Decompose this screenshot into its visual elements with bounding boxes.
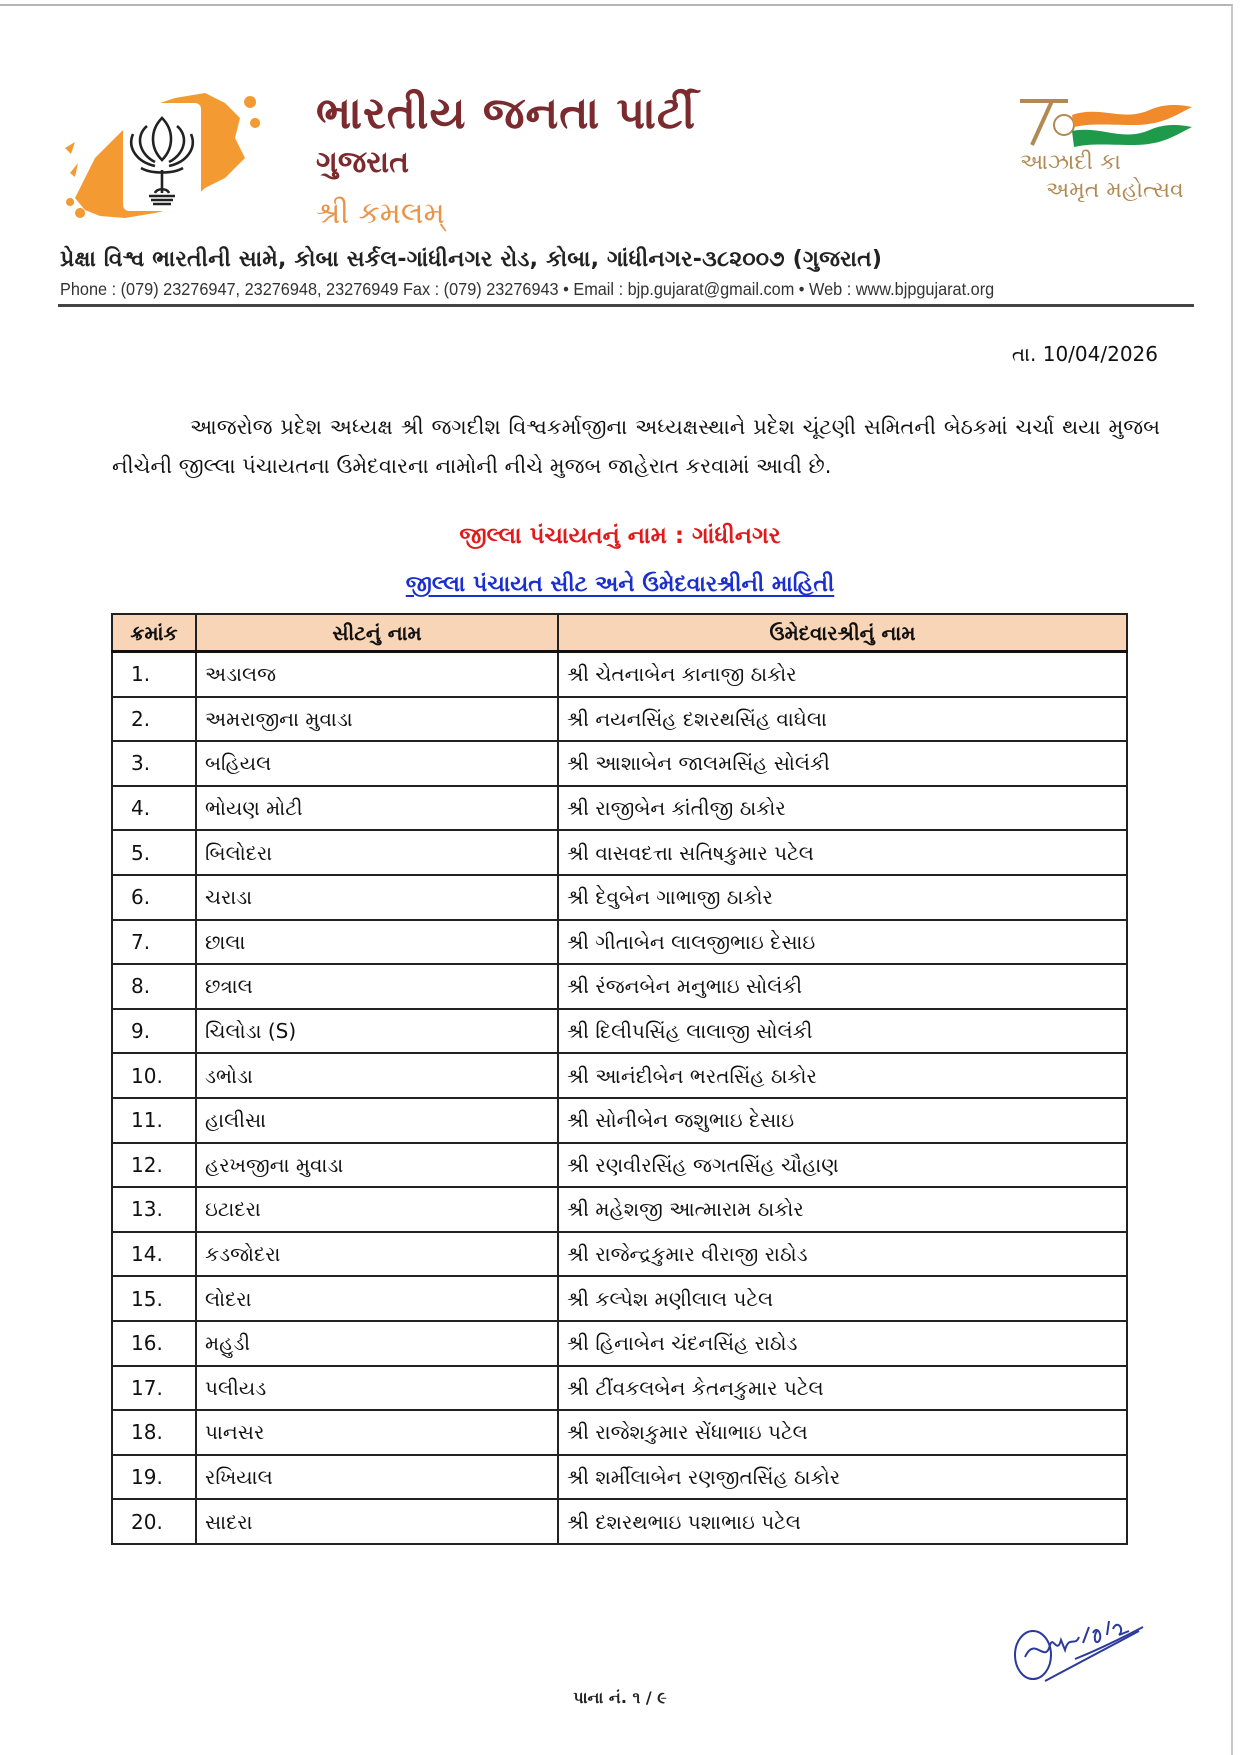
- column-header-seat: સીટનું નામ: [196, 614, 558, 652]
- org-name: ભારતીય જનતા પાર્ટી: [316, 88, 697, 139]
- serial-cell: 14.: [112, 1232, 196, 1277]
- candidate-cell: શ્રી ચેતનાબેન કાનાજી ઠાકોર: [558, 652, 1127, 697]
- section-subtitle: [0, 572, 1240, 597]
- table-row: [112, 920, 1127, 965]
- table-row: [112, 741, 1127, 786]
- page-number: પાના નં. ૧ / ૯: [573, 1688, 667, 1707]
- table-row: [112, 1321, 1127, 1366]
- candidate-cell: શ્રી દેવુબેન ગાભાજી ઠાકોર: [558, 875, 1127, 920]
- table-row: [112, 1366, 1127, 1411]
- table-header-row: [112, 614, 1127, 652]
- seat-cell: રખિયાલ: [196, 1455, 558, 1500]
- serial-cell: 5.: [112, 830, 196, 875]
- seat-cell: સાદરા: [196, 1499, 558, 1544]
- candidate-cell: શ્રી રાજેશકુમાર સેંધાભાઇ પટેલ: [558, 1410, 1127, 1455]
- table-row: [112, 830, 1127, 875]
- seat-cell: છત્રાલ: [196, 964, 558, 1009]
- table-row: [112, 1499, 1127, 1544]
- seat-cell: બિલોદરા: [196, 830, 558, 875]
- candidate-cell: શ્રી રાજીબેન કાંતીજી ઠાકોર: [558, 786, 1127, 831]
- contact-details: Phone : (079) 23276947, 23276948, 23276949 Fax : (079) 23276943 • Email : bjp.gujarat@gmail.com • Web : www.bjpgujarat.org: [60, 279, 995, 299]
- table-row: [112, 1143, 1127, 1188]
- handwritten-signature-icon: [1005, 1595, 1145, 1685]
- column-header-serial: ક્રમાંક: [112, 614, 196, 652]
- candidate-cell: શ્રી મહેશજી આત્મારામ ઠાકોર: [558, 1187, 1127, 1232]
- table-row: [112, 786, 1127, 831]
- candidate-cell: શ્રી ગીતાબેન લાલજીભાઇ દેસાઇ: [558, 920, 1127, 965]
- seat-cell: બહિયલ: [196, 741, 558, 786]
- serial-cell: 3.: [112, 741, 196, 786]
- candidate-cell: શ્રી ટીંવકલબેન કેતનકુમાર પટેલ: [558, 1366, 1127, 1411]
- section-subtitle-text: જીલ્લા પંચાયત સીટ અને ઉમેદવારશ્રીની માહિતી: [405, 572, 835, 597]
- seat-cell: પાનસર: [196, 1410, 558, 1455]
- table-row: [112, 652, 1127, 697]
- candidate-cell: શ્રી હિનાબેન ચંદનસિંહ રાઠોડ: [558, 1321, 1127, 1366]
- seat-cell: હરખજીના મુવાડા: [196, 1143, 558, 1188]
- seat-cell: અડાલજ: [196, 652, 558, 697]
- org-state: ગુજરાત: [316, 145, 410, 180]
- seat-cell: છાલા: [196, 920, 558, 965]
- table-row: [112, 1455, 1127, 1500]
- seat-cell: મહુડી: [196, 1321, 558, 1366]
- column-header-candidate: ઉમેદવારશ્રીનું નામ: [558, 614, 1127, 652]
- candidate-cell: શ્રી કલ્પેશ મણીલાલ પટેલ: [558, 1276, 1127, 1321]
- serial-cell: 10.: [112, 1053, 196, 1098]
- serial-cell: 18.: [112, 1410, 196, 1455]
- district-panchayat-title: જીલ્લા પંચાયતનું નામ : ગાંધીનગર: [459, 523, 781, 549]
- table-row: [112, 697, 1127, 742]
- table-row: [112, 1410, 1127, 1455]
- candidates-table: [111, 613, 1128, 1545]
- office-address: પ્રેક્ષા વિશ્વ ભારતીની સામે, કોબા સર્કલ-ગાંધીનગર રોડ, કોબા, ગાંધીનગર-૩૮૨૦૦૭ (ગુજરાત): [60, 247, 883, 272]
- table-row: [112, 1187, 1127, 1232]
- serial-cell: 1.: [112, 652, 196, 697]
- table-row: [112, 964, 1127, 1009]
- office-name: શ્રી કમલમ્: [316, 196, 445, 231]
- candidate-cell: શ્રી નયનસિંહ દશરથસિંહ વાઘેલા: [558, 697, 1127, 742]
- seat-cell: ઇટાદરા: [196, 1187, 558, 1232]
- candidate-cell: શ્રી શર્મીલાબેન રણજીતસિંહ ઠાકોર: [558, 1455, 1127, 1500]
- serial-cell: 13.: [112, 1187, 196, 1232]
- seat-cell: ચિલોડા (S): [196, 1009, 558, 1054]
- serial-cell: 2.: [112, 697, 196, 742]
- table-row: [112, 1009, 1127, 1054]
- document-date: તા. 10/04/2026: [1011, 342, 1158, 366]
- serial-cell: 11.: [112, 1098, 196, 1143]
- table-row: [112, 875, 1127, 920]
- table-row: [112, 1232, 1127, 1277]
- serial-cell: 6.: [112, 875, 196, 920]
- seat-cell: અમરાજીના મુવાડા: [196, 697, 558, 742]
- candidate-cell: શ્રી રાજેન્દ્રકુમાર વીરાજી રાઠોડ: [558, 1232, 1127, 1277]
- candidate-cell: શ્રી વાસવદત્તા સતિષકુમાર પટેલ: [558, 830, 1127, 875]
- seat-cell: લોદરા: [196, 1276, 558, 1321]
- candidate-cell: શ્રી દશરથભાઇ પશાભાઇ પટેલ: [558, 1499, 1127, 1544]
- intro-paragraph: આજરોજ પ્રદેશ અધ્યક્ષ શ્રી જગદીશ વિશ્વકર્માજીના અધ્યક્ષસ્થાને પ્રદેશ ચૂંટણી સમિતની બેઠકમાં ચર્ચા થયા મુજબ નીચેની જીલ્લા પંચાયતના ઉમેદવારના નામોની નીચે મુજબ જાહેરાત કરવામાં આવી છે.: [112, 415, 1160, 478]
- table-row: [112, 1053, 1127, 1098]
- candidate-cell: શ્રી આશાબેન જાલમસિંહ સોલંકી: [558, 741, 1127, 786]
- azadi-text-line1: આઝાદી કા: [1020, 150, 1121, 175]
- serial-cell: 19.: [112, 1455, 196, 1500]
- seat-cell: હાલીસા: [196, 1098, 558, 1143]
- serial-cell: 8.: [112, 964, 196, 1009]
- candidate-cell: શ્રી સોનીબેન જશુભાઇ દેસાઇ: [558, 1098, 1127, 1143]
- seat-cell: ભોયણ મોટી: [196, 786, 558, 831]
- bjp-lotus-logo-icon: [55, 78, 270, 228]
- table-row: [112, 1098, 1127, 1143]
- seat-cell: ડભોડા: [196, 1053, 558, 1098]
- serial-cell: 16.: [112, 1321, 196, 1366]
- table-row: [112, 1276, 1127, 1321]
- seat-cell: પલીયડ: [196, 1366, 558, 1411]
- candidate-cell: શ્રી રણવીરસિંહ જગતસિંહ ચૌહાણ: [558, 1143, 1127, 1188]
- serial-cell: 20.: [112, 1499, 196, 1544]
- seat-cell: કડજોદરા: [196, 1232, 558, 1277]
- serial-cell: 7.: [112, 920, 196, 965]
- serial-cell: 17.: [112, 1366, 196, 1411]
- serial-cell: 15.: [112, 1276, 196, 1321]
- candidate-cell: શ્રી આનંદીબેન ભરતસિંહ ઠાકોર: [558, 1053, 1127, 1098]
- azadi-text-line2: અમૃત મહોત્સવ: [1046, 178, 1184, 203]
- serial-cell: 9.: [112, 1009, 196, 1054]
- candidate-cell: શ્રી દિલીપસિંહ લાલાજી સોલંકી: [558, 1009, 1127, 1054]
- header-divider: [58, 304, 1194, 307]
- serial-cell: 4.: [112, 786, 196, 831]
- seat-cell: ચરાડા: [196, 875, 558, 920]
- serial-cell: 12.: [112, 1143, 196, 1188]
- candidate-cell: શ્રી રંજનબેન મનુભાઇ સોલંકી: [558, 964, 1127, 1009]
